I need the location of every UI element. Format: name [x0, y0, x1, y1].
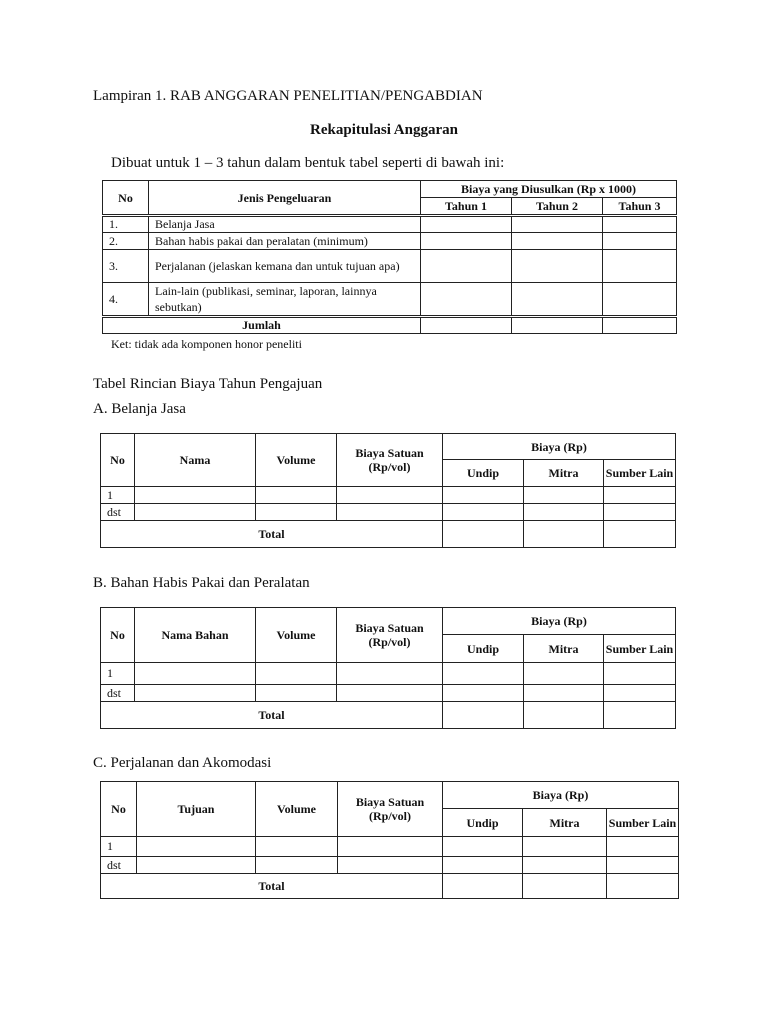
recap-cell	[603, 233, 677, 250]
recap-cell	[603, 216, 677, 233]
table-row	[101, 685, 676, 702]
recap-col-biaya: Biaya yang Diusulkan (Rp x 1000)	[421, 181, 677, 198]
col-mitra: Mitra	[523, 809, 607, 837]
table-row	[101, 504, 676, 521]
cell	[443, 487, 524, 504]
cell	[256, 504, 337, 521]
col-biaya-satuan: Biaya Satuan (Rp/vol)	[338, 782, 443, 837]
section-a-heading: A. Belanja Jasa	[93, 401, 186, 417]
col-sumber-lain: Sumber Lain	[604, 635, 676, 663]
intro-text: Dibuat untuk 1 – 3 tahun dalam bentuk tabel seperti di bawah ini:	[111, 155, 505, 171]
row-no: 1	[101, 487, 135, 504]
cell	[137, 837, 256, 857]
recap-cell	[512, 216, 603, 233]
col-no: No	[101, 434, 135, 487]
cell	[524, 685, 604, 702]
cell	[604, 504, 676, 521]
cell	[443, 663, 524, 685]
cell	[135, 663, 256, 685]
cell	[256, 487, 337, 504]
col-biaya-satuan: Biaya Satuan (Rp/vol)	[337, 434, 443, 487]
col-undip: Undip	[443, 635, 524, 663]
recap-row-jenis: Lain-lain (publikasi, seminar, laporan, lainnya sebutkan)	[149, 283, 421, 317]
recap-jumlah-label: Jumlah	[103, 317, 421, 334]
recap-cell	[512, 283, 603, 317]
total-row	[101, 874, 679, 899]
recap-cell	[512, 233, 603, 250]
recap-cell	[421, 283, 512, 317]
section-b-heading: B. Bahan Habis Pakai dan Peralatan	[93, 575, 310, 591]
table-row	[101, 857, 679, 874]
cell	[137, 857, 256, 874]
cell	[607, 837, 679, 857]
cell	[443, 521, 524, 548]
cell	[443, 837, 523, 857]
table-row	[103, 250, 677, 283]
cell	[337, 487, 443, 504]
cell	[604, 702, 676, 729]
cell	[256, 685, 337, 702]
total-row	[101, 702, 676, 729]
recap-cell	[603, 317, 677, 334]
cell	[135, 487, 256, 504]
col-no: No	[101, 608, 135, 663]
col-undip: Undip	[443, 460, 524, 487]
recap-row-jenis: Perjalanan (jelaskan kemana dan untuk tujuan apa)	[149, 250, 421, 283]
rincian-title: Tabel Rincian Biaya Tahun Pengajuan	[93, 376, 323, 392]
col-undip: Undip	[443, 809, 523, 837]
recap-cell	[421, 317, 512, 334]
recap-col-no: No	[103, 181, 149, 216]
recap-row-no: 2.	[103, 233, 149, 250]
cell	[443, 685, 524, 702]
table-row	[103, 283, 677, 317]
document-title: Rekapitulasi Anggaran	[310, 122, 458, 138]
table-row	[101, 837, 679, 857]
cell	[338, 837, 443, 857]
recap-note: Ket: tidak ada komponen honor peneliti	[111, 337, 302, 351]
col-sumber-lain: Sumber Lain	[604, 460, 676, 487]
col-tujuan: Tujuan	[137, 782, 256, 837]
col-mitra: Mitra	[524, 460, 604, 487]
row-no: dst	[101, 857, 137, 874]
total-row	[101, 521, 676, 548]
cell	[135, 685, 256, 702]
cell	[604, 487, 676, 504]
section-c-heading: C. Perjalanan dan Akomodasi	[93, 755, 272, 771]
total-label: Total	[101, 702, 443, 729]
recap-cell	[421, 233, 512, 250]
cell	[524, 702, 604, 729]
col-mitra: Mitra	[524, 635, 604, 663]
bahan-habis-pakai-table	[100, 607, 676, 729]
col-sumber-lain: Sumber Lain	[607, 809, 679, 837]
table-row	[103, 233, 677, 250]
belanja-jasa-table	[100, 433, 676, 548]
cell	[338, 857, 443, 874]
recap-row-jenis: Bahan habis pakai dan peralatan (minimum)	[149, 233, 421, 250]
row-no: dst	[101, 685, 135, 702]
total-label: Total	[101, 521, 443, 548]
cell	[443, 702, 524, 729]
lampiran-heading: Lampiran 1. RAB ANGGARAN PENELITIAN/PENGABDIAN	[93, 88, 483, 104]
cell	[337, 685, 443, 702]
recap-col-jenis: Jenis Pengeluaran	[149, 181, 421, 216]
recap-cell	[512, 250, 603, 283]
row-no: dst	[101, 504, 135, 521]
cell	[524, 487, 604, 504]
col-volume: Volume	[256, 434, 337, 487]
row-no: 1	[101, 837, 137, 857]
cell	[256, 857, 338, 874]
cell	[443, 857, 523, 874]
cell	[523, 837, 607, 857]
cell	[256, 663, 337, 685]
cell	[524, 663, 604, 685]
recap-cell	[512, 317, 603, 334]
recap-cell	[603, 283, 677, 317]
table-row	[101, 487, 676, 504]
recap-total-row	[103, 317, 677, 334]
perjalanan-table	[100, 781, 679, 899]
recap-col-tahun-2: Tahun 2	[512, 198, 603, 216]
col-nama-bahan: Nama Bahan	[135, 608, 256, 663]
col-volume: Volume	[256, 608, 337, 663]
col-volume: Volume	[256, 782, 338, 837]
cell	[604, 663, 676, 685]
recap-col-tahun-3: Tahun 3	[603, 198, 677, 216]
recap-cell	[603, 250, 677, 283]
col-no: No	[101, 782, 137, 837]
recap-row-jenis: Belanja Jasa	[149, 216, 421, 233]
col-biaya: Biaya (Rp)	[443, 608, 676, 635]
cell	[523, 857, 607, 874]
cell	[524, 521, 604, 548]
recap-cell	[421, 216, 512, 233]
col-nama: Nama	[135, 434, 256, 487]
recap-row-no: 4.	[103, 283, 149, 317]
table-row	[103, 216, 677, 233]
col-biaya-satuan: Biaya Satuan (Rp/vol)	[337, 608, 443, 663]
cell	[607, 857, 679, 874]
recap-cell	[421, 250, 512, 283]
table-row	[101, 663, 676, 685]
cell	[256, 837, 338, 857]
cell	[337, 504, 443, 521]
cell	[443, 504, 524, 521]
row-no: 1	[101, 663, 135, 685]
cell	[443, 874, 523, 899]
cell	[523, 874, 607, 899]
cell	[524, 504, 604, 521]
cell	[607, 874, 679, 899]
recap-row-no: 1.	[103, 216, 149, 233]
recap-row-no: 3.	[103, 250, 149, 283]
cell	[135, 504, 256, 521]
col-biaya: Biaya (Rp)	[443, 434, 676, 460]
cell	[337, 663, 443, 685]
col-biaya: Biaya (Rp)	[443, 782, 679, 809]
recap-table	[102, 180, 677, 334]
total-label: Total	[101, 874, 443, 899]
cell	[604, 685, 676, 702]
cell	[604, 521, 676, 548]
recap-col-tahun-1: Tahun 1	[421, 198, 512, 216]
